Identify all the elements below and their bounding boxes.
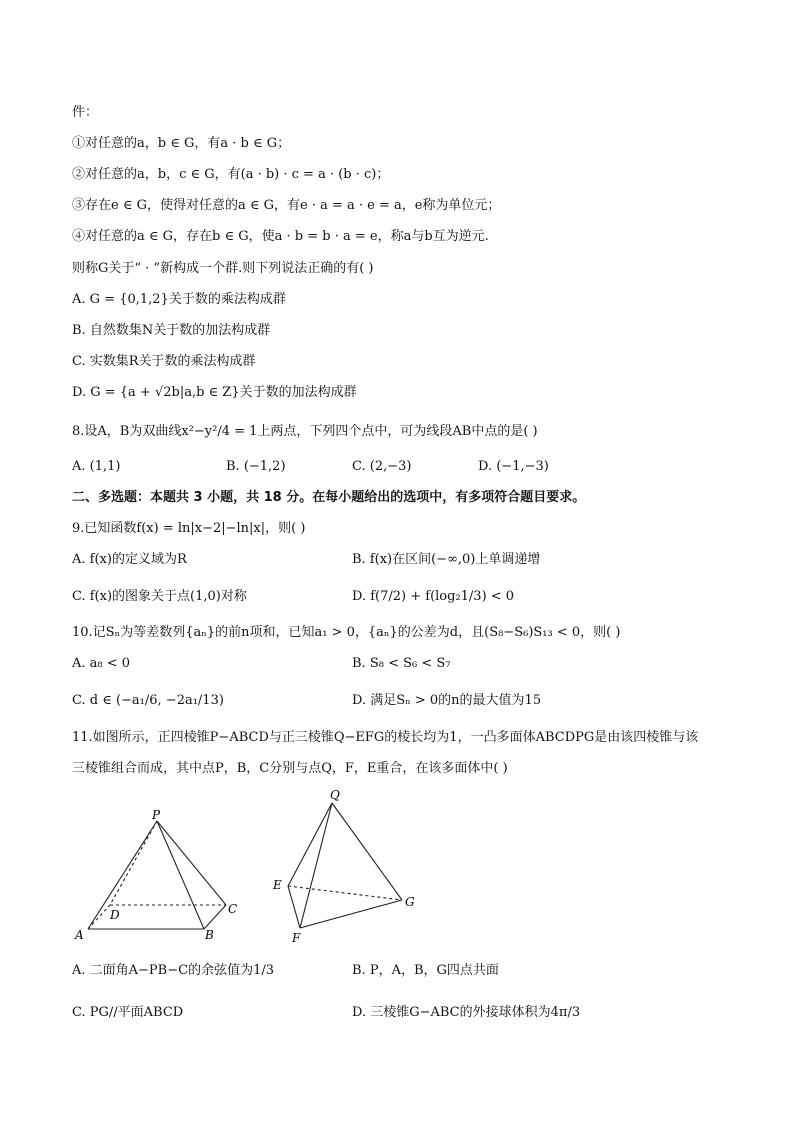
q7-option-b: B. 自然数集N关于数的加法构成群 xyxy=(72,323,271,338)
vertex-label-Q: Q xyxy=(330,788,340,802)
vertex-label-A: A xyxy=(75,928,84,942)
vertex-label-P: P xyxy=(152,808,161,822)
edge-EG-hidden xyxy=(288,886,402,900)
q9-option-c: C. f(x)的图象关于点(1,0)对称 xyxy=(72,589,247,604)
q11-stem-line-1: 11.如图所示，正四棱锥P−ABCD与正三棱锥Q−EFG的棱长均为1，一凸多面体ABCDPG是由该四棱锥与该 xyxy=(72,730,699,745)
q9-stem: 9.已知函数f(x) = ln|x−2|−ln|x|，则( ) xyxy=(72,521,306,536)
q10-option-a: A. a₈ < 0 xyxy=(72,656,131,671)
q11-stem-line-2: 三棱锥组合而成，其中点P，B，C分别与点Q，F，E重合，在该多面体中( ) xyxy=(72,761,508,776)
q8-stem: 8.设A，B为双曲线x²−y²/4 = 1上两点，下列四个点中，可为线段AB中点的是( ) xyxy=(72,424,538,439)
edge-PC xyxy=(157,821,226,905)
vertex-label-C: C xyxy=(228,902,238,916)
vertex-label-E: E xyxy=(273,878,282,892)
q8-option-d: D. (−1,−3) xyxy=(478,459,549,474)
q11-option-b: B. P，A，B，G四点共面 xyxy=(352,963,499,978)
edge-PA xyxy=(88,821,157,929)
q7-option-c: C. 实数集R关于数的乘法构成群 xyxy=(72,354,256,369)
section-2-header: 二、多选题：本题共 3 小题，共 18 分。在每小题给出的选项中，有多项符合题目要求。 xyxy=(72,490,586,505)
q7-option-d: D. G = {a + √2b|a,b ∈ Z}关于数的加法构成群 xyxy=(72,385,357,400)
vertex-label-G: G xyxy=(405,895,415,909)
group-condition-3: ③存在e ∈ G，使得对任意的a ∈ G，有e · a = a · e = a，e称为单位元； xyxy=(72,198,501,213)
vertex-label-D: D xyxy=(110,908,120,922)
q10-option-c: C. d ∈ (−a₁/6, −2a₁/13) xyxy=(72,693,224,708)
edge-EF xyxy=(288,886,300,928)
group-condition-2: ②对任意的a，b，c ∈ G，有(a · b) · c = a · (b · c)； xyxy=(72,167,390,182)
q11-option-c: C. PG//平面ABCD xyxy=(72,1005,184,1020)
edge-PD-hidden xyxy=(110,821,157,905)
edge-FG xyxy=(300,900,402,928)
q8-option-a: A. (1,1) xyxy=(72,459,121,474)
q9-option-d: D. f(7/2) + f(log₂1/3) < 0 xyxy=(352,589,515,604)
pyramid-figure xyxy=(70,805,250,945)
q11-option-d: D. 三棱锥G−ABC的外接球体积为4π/3 xyxy=(352,1005,581,1020)
vertex-label-F: F xyxy=(292,931,301,945)
tetrahedron-figure xyxy=(268,785,428,950)
intro-continuation: 件： xyxy=(72,105,99,120)
edge-AD-hidden xyxy=(88,905,110,929)
group-condition-1: ①对任意的a，b ∈ G，有a · b ∈ G； xyxy=(72,136,291,151)
q9-option-a: A. f(x)的定义域为R xyxy=(72,552,187,567)
q10-option-b: B. S₈ < S₆ < S₇ xyxy=(352,656,451,671)
vertex-label-B: B xyxy=(205,928,214,942)
edge-BC xyxy=(204,905,226,929)
q8-option-c: C. (2,−3) xyxy=(352,459,412,474)
q7-option-a: A. G = {0,1,2}关于数的乘法构成群 xyxy=(72,292,286,307)
edge-QE xyxy=(288,803,332,886)
q9-option-b: B. f(x)在区间(−∞,0)上单调递增 xyxy=(352,552,541,567)
edge-QF xyxy=(300,803,332,928)
edge-PB xyxy=(157,821,204,929)
q11-option-a: A. 二面角A−PB−C的余弦值为1/3 xyxy=(72,963,274,978)
q7-stem: 则称G关于“ · ”新构成一个群.则下列说法正确的有( ) xyxy=(72,261,374,276)
q10-stem: 10.记Sₙ为等差数列{aₙ}的前n项和，已知a₁ > 0，{aₙ}的公差为d，且(S₈−S₆)S₁₃ < 0，则( ) xyxy=(72,625,621,640)
edge-QG xyxy=(332,803,402,900)
q8-option-b: B. (−1,2) xyxy=(226,459,286,474)
group-condition-4: ④对任意的a ∈ G，存在b ∈ G，使a · b = b · a = e，称a与b互为逆元. xyxy=(72,229,489,244)
q10-option-d: D. 满足Sₙ > 0的n的最大值为15 xyxy=(352,693,542,708)
